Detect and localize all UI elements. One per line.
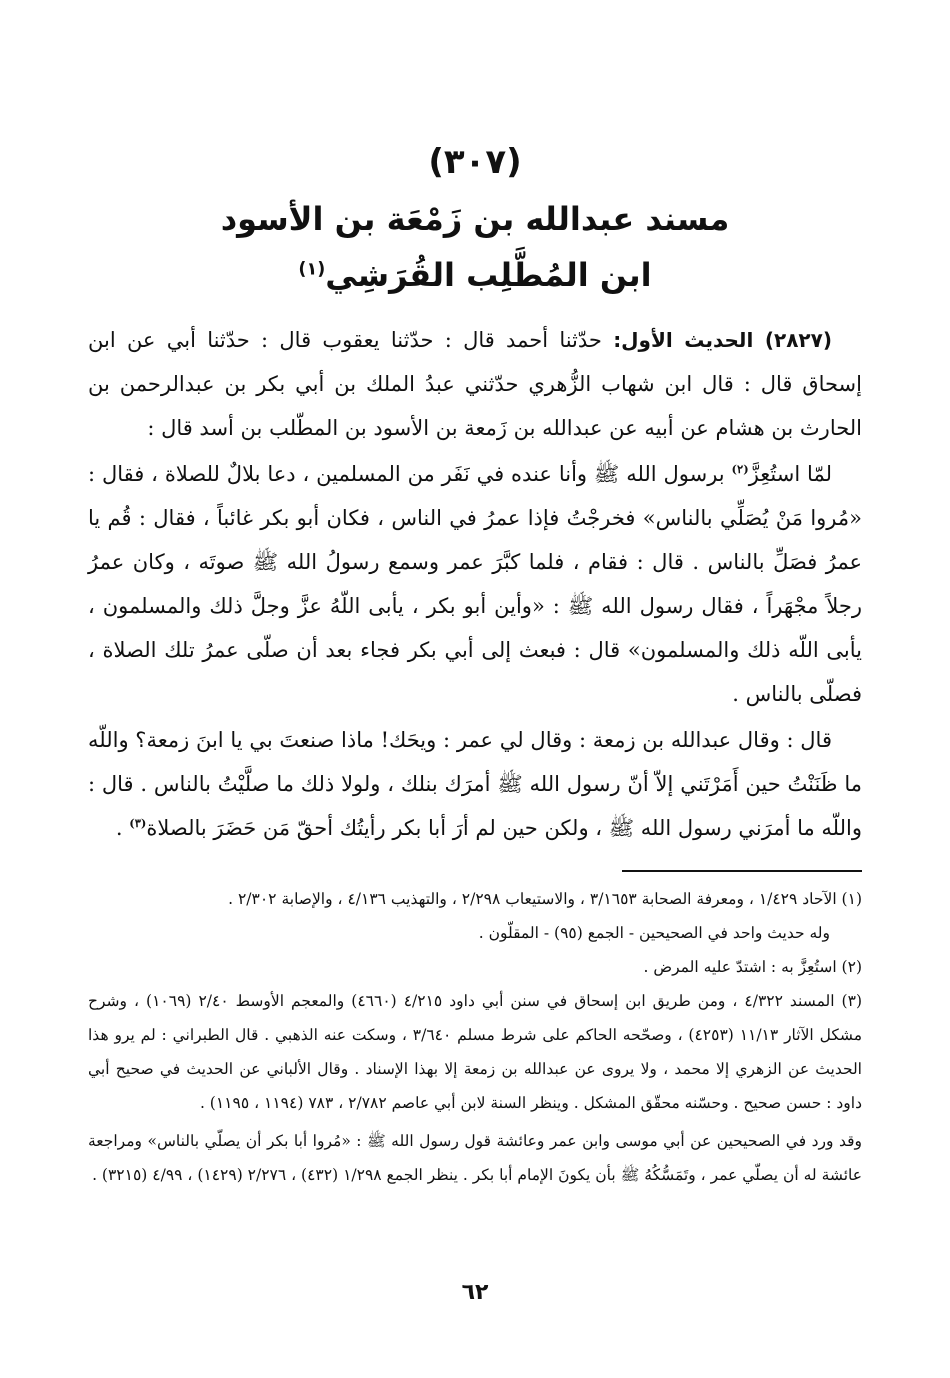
hadith-number-label: (٢٨٢٧) الحديث الأول: bbox=[613, 328, 832, 352]
footnote-3-continued: وقد ورد في الصحيحين عن أبي موسى وابن عمر وعائشة قول رسول الله ﷺ : «مُروا أبا بكر أن يصلّي بالناس» ومراجعة عائشة له أن يصلّي عمر ، وتَمَسُّكُهُ ﷺ بأن يكونَ الإمام أبا بكر . ينظر الجمع ١/٢٩٨ (٤٣٢) ، ٢/٢٧٦ (١٤٢٩) ، ٤/٩٩ (٣٢١٥) . bbox=[88, 1132, 862, 1184]
footnotes bbox=[88, 882, 862, 1192]
chapter-title-line-2-text: ابن المُطَّلِب القُرَشِي bbox=[325, 256, 652, 294]
hadith-paragraph-1 bbox=[88, 318, 862, 450]
footnote-separator bbox=[622, 870, 862, 872]
main-text bbox=[88, 318, 862, 852]
footnote-ref-2: (٢) bbox=[731, 462, 749, 476]
matn-text-final: قال : وقال عبدالله بن زمعة : وقال لي عمر : ويحَك! ماذا صنعتَ بي يا ابنَ زمعة؟ واللّه ما ظَنَنْتُ حين أَمَرْتَني إلاّ أنّ رسول الله ﷺ أمرَك بنلك ، ولولا ذلك ما صلَّيْتُ بالناس . قال : واللّه ما أمرَني رسول الله ﷺ ، ولكن حين لم أرَ أبا بكر رأيتُك أحقّ مَن حَضَرَ بالصلاة bbox=[88, 728, 862, 840]
hadith-paragraph-2 bbox=[88, 452, 862, 716]
matn-text-start: لمّا استُعِزَّ bbox=[748, 462, 832, 486]
chapter-title-line-2 bbox=[0, 252, 950, 298]
footnote-ref-1: (١) bbox=[298, 259, 326, 280]
hadith-paragraph-3 bbox=[88, 718, 862, 850]
footnote-3: (٣) المسند ٤/٣٢٢ ، ومن طريق ابن إسحاق في سنن أبي داود ٤/٢١٥ (٤٦٦٠) والمعجم الأوسط ٢/٤٠ (١٠٦٩) ، وشرح مشكل الآثار ١١/١٣ (٤٢٥٣) ، وصحّحه الحاكم على شرط مسلم ٣/٦٤٠ ، وسكت عنه الذهبي . قال الطبراني : لم يرو هذا الحديث عن الزهري إلا محمد ، ولا يروى عن عبدالله بن زمعة إلا بهذا الإسناد . وقال الألباني عن الحديث في صحيح أبي داود : حسن صحيح . وحسّنه محقّق المشكل . وينظر السنة لابن أبي عاصم ٢/٧٨٢ ، ٧٨٣ (١١٩٤ ، ١١٩٥) . bbox=[88, 992, 863, 1112]
isnad-text: حدّثنا أحمد قال : حدّثنا يعقوب قال : حدّثنا أبي عن ابن إسحاق قال : قال ابن شهاب الزُّهري حدّثني عبدُ الملك بن أبي بكر بن عبدالرحمن بن الحارث بن هشام عن أبيه عن عبدالله بن زَمعة بن الأسود بن المطّلب بن أسد قال : bbox=[88, 328, 862, 440]
footnote-ref-3: (٣) bbox=[129, 816, 147, 830]
matn-text-continued: برسول الله ﷺ وأنا عنده في نَفَر من المسلمين ، دعا بلالٌ للصلاة ، فقال : «مُروا مَنْ يُصَلِّي بالناس» فخرجْتُ فإذا عمرُ في الناس ، فكان أبو بكر غائباً ، فقال : قُم يا عمرُ فصَلِّ بالناس . قال : فقام ، فلما كبَّرَ عمر وسمع رسولُ الله ﷺ صوتَه ، وكان عمرُ رجلاً مجْهَراً ، فقال رسول الله ﷺ : «وأين أبو بكر ، يأبى اللّهُ عزَّ وجلَّ ذلك والمسلمون ، يأبى اللّه ذلك والمسلمون» قال : فبعث إلى أبي بكر فجاء بعد أن صلّى عمرُ تلك الصلاة ، فصلّى بالناس . bbox=[88, 462, 862, 706]
footnote-2: (٢) استُعِزَّ به : اشتدّ عليه المرض . bbox=[643, 958, 862, 976]
footnote-1: (١) الآحاد ١/٤٢٩ ، ومعرفة الصحابة ٣/١٦٥٣ ، والاستيعاب ٢/٢٩٨ ، والتهذيب ٤/١٣٦ ، والإصابة ٢/٣٠٢ . bbox=[228, 890, 862, 908]
chapter-title-line-1: مسند عبدالله بن زَمْعَة بن الأسود bbox=[220, 200, 730, 238]
footnote-1-continued: وله حديث واحد في الصحيحين - الجمع (٩٥) - المقلّون . bbox=[478, 924, 830, 942]
musnad-number: (٣٠٧) bbox=[428, 142, 522, 182]
page-number: ٦٢ bbox=[461, 1280, 489, 1305]
matn-text-end: . bbox=[115, 816, 130, 840]
